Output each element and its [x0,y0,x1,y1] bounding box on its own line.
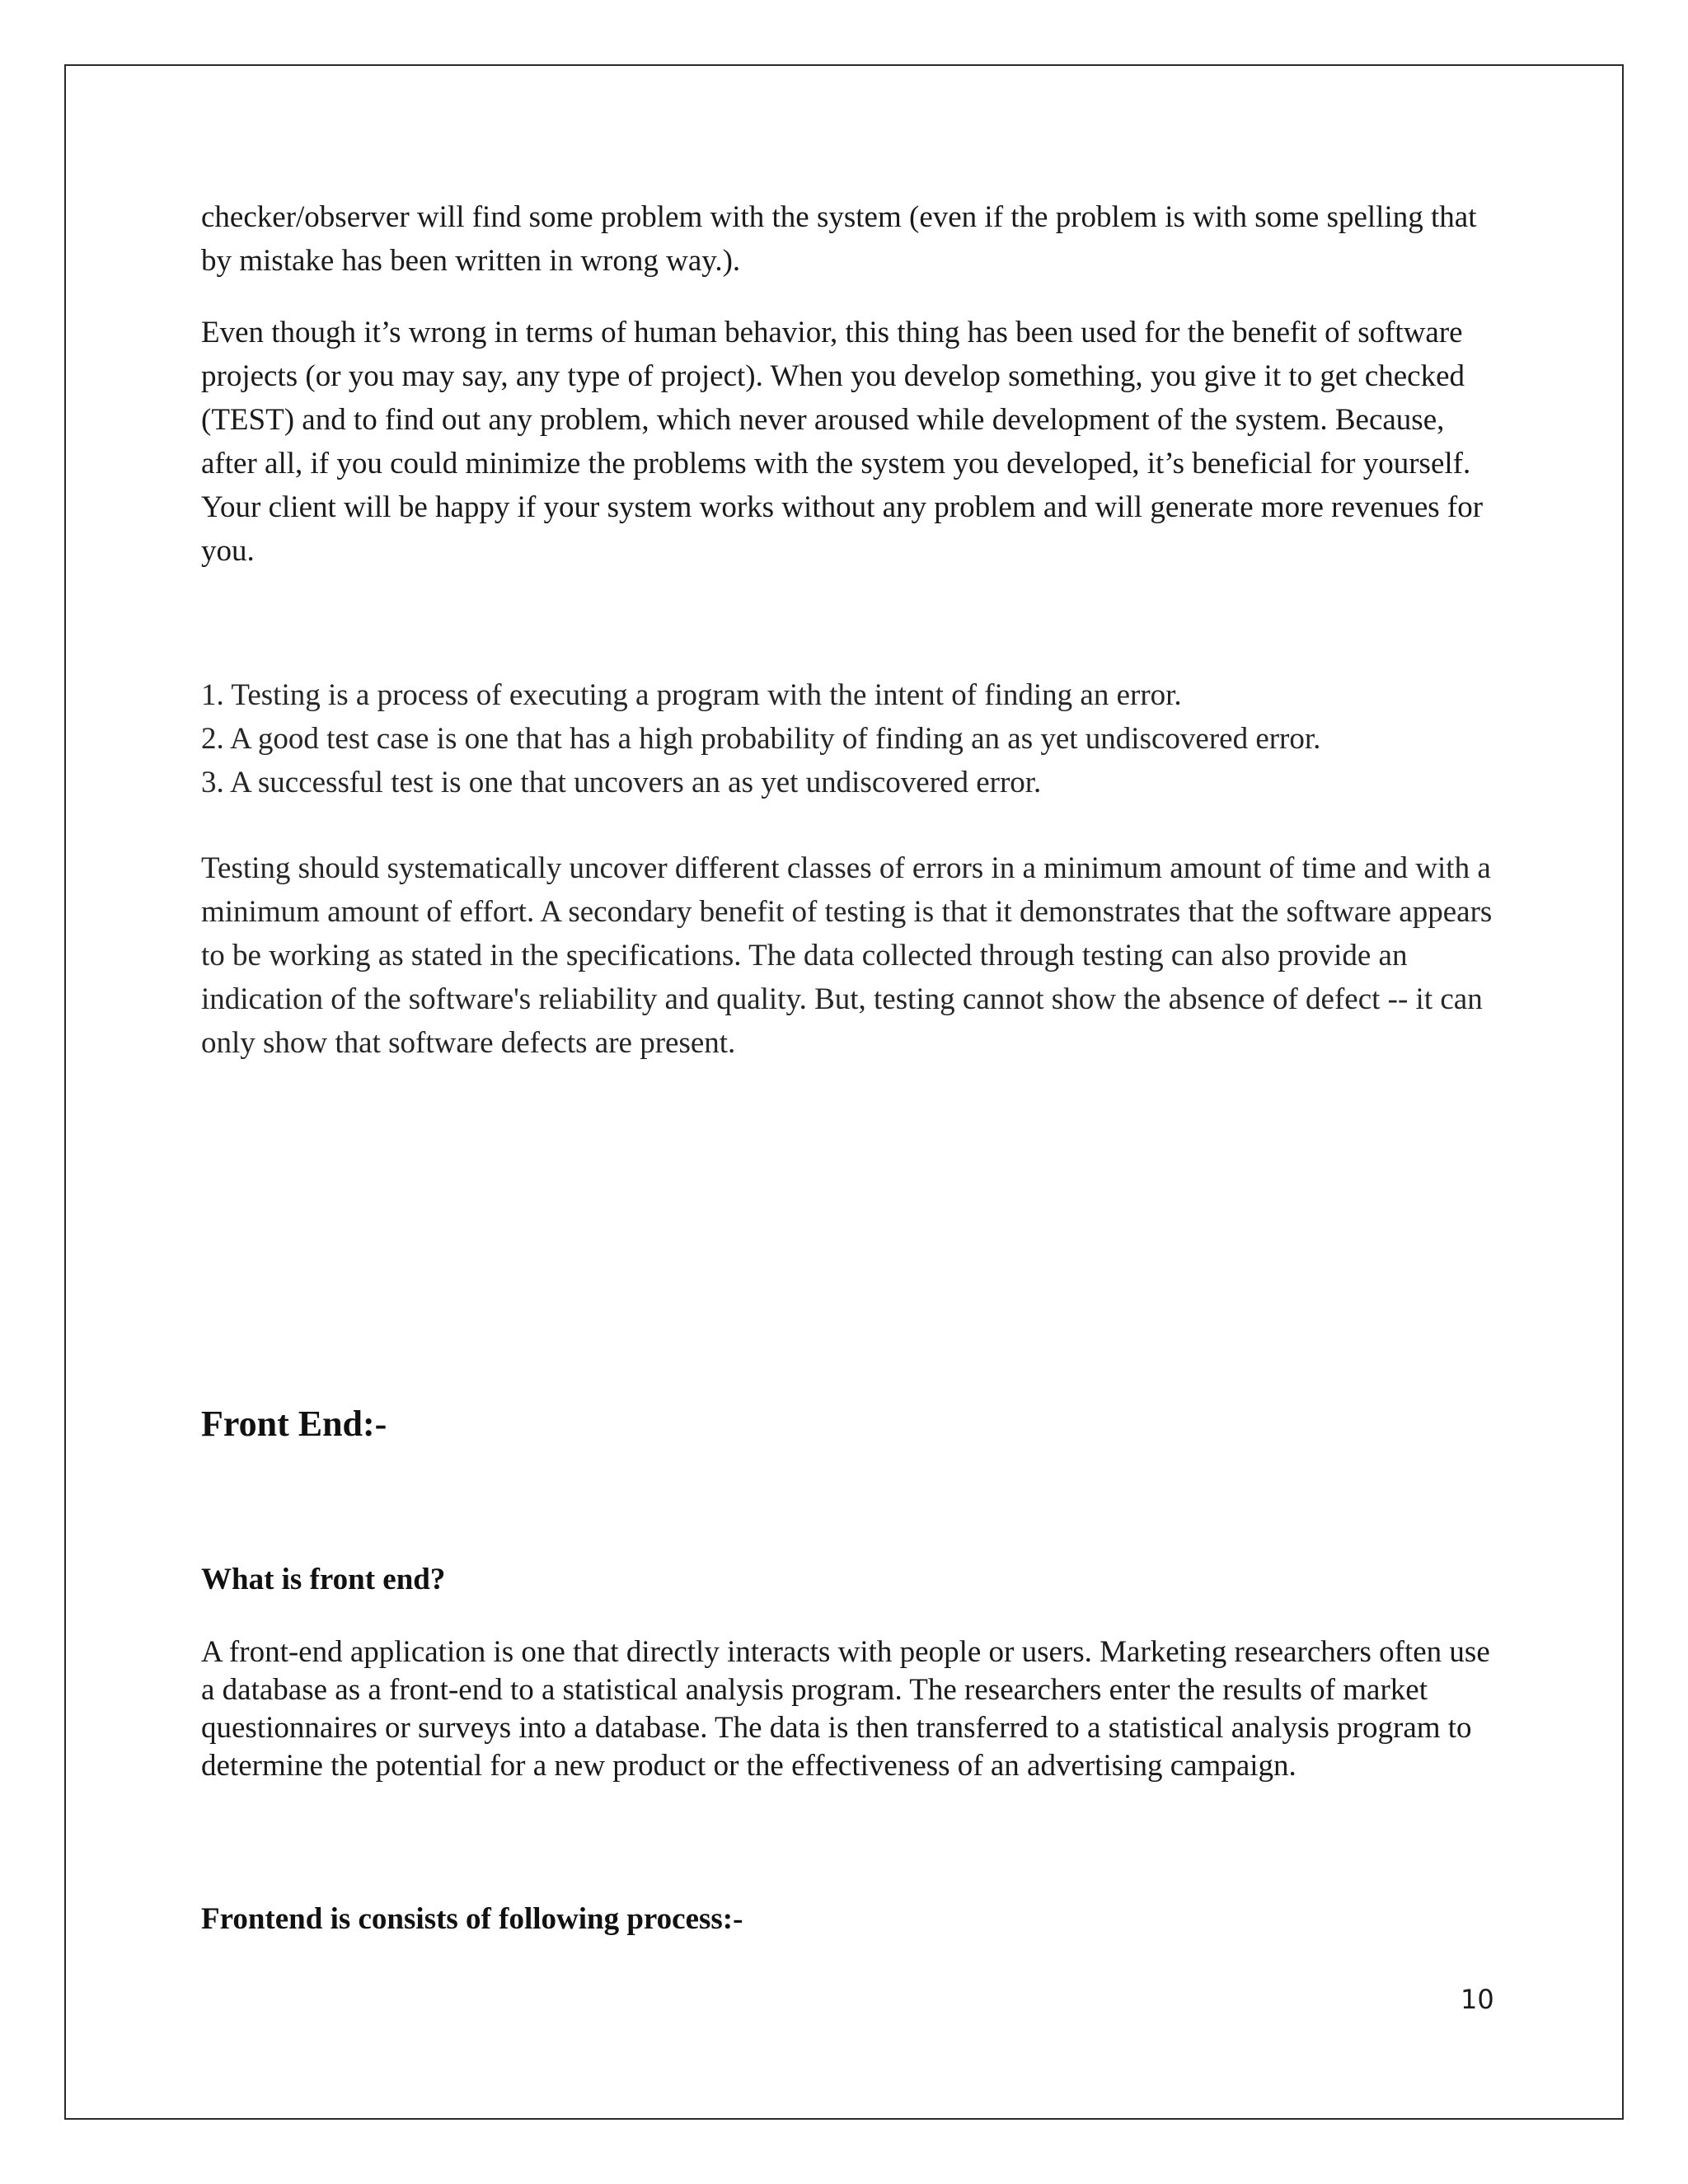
paragraph-front-end-definition: A front-end application is one that directly interacts with people or users. Marketing researchers often use a database as a front-end to a statistical analysis program. The researchers enter the results of market questionnaires or surveys into a database. The data is then transferred to a statistical analysis program to determine the potential for a new product or the effectiveness of an advertising campaign. [201,1635,1490,1783]
paragraph-human-behavior: Even though it’s wrong in terms of human behavior, this thing has been used for the benefit of software projects (or you may say, any type of project). When you develop something, you give it to get checked (TEST) and to find out any problem, which never aroused while development of the system. Because, after all, if you could minimize the problems with the system you developed, it’s beneficial for yourself. Your client will be happy if your system works without any problem and will generate more revenues for you. [201,316,1484,568]
testing-principles-list [201,673,1503,804]
list-item: 1. Testing is a process of executing a program with the intent of finding an error. [201,678,1182,712]
heading-what-is-front-end: What is front end? [201,1563,446,1596]
page-number: 10 [1461,1984,1494,2015]
heading-front-end: Front End:- [201,1404,387,1444]
paragraph-testing-benefits: Testing should systematically uncover different classes of errors in a minimum amount of time and with a minimum amount of effort. A secondary benefit of testing is that it demonstrates that the software appears to be working as stated in the specifications. The data collected through testing can also provide an indication of the software's reliability and quality. But, testing cannot show the absence of defect -- it can only show that software defects are present. [201,851,1493,1060]
paragraph-checker-observer: checker/observer will find some problem with the system (even if the problem is with some spelling that by mistake has been written in wrong way.). [201,200,1477,278]
list-item: 2. A good test case is one that has a high probability of finding an as yet undiscovered error. [201,722,1321,756]
list-item: 3. A successful test is one that uncovers an as yet undiscovered error. [201,766,1042,799]
heading-frontend-process: Frontend is consists of following process:- [201,1902,743,1936]
